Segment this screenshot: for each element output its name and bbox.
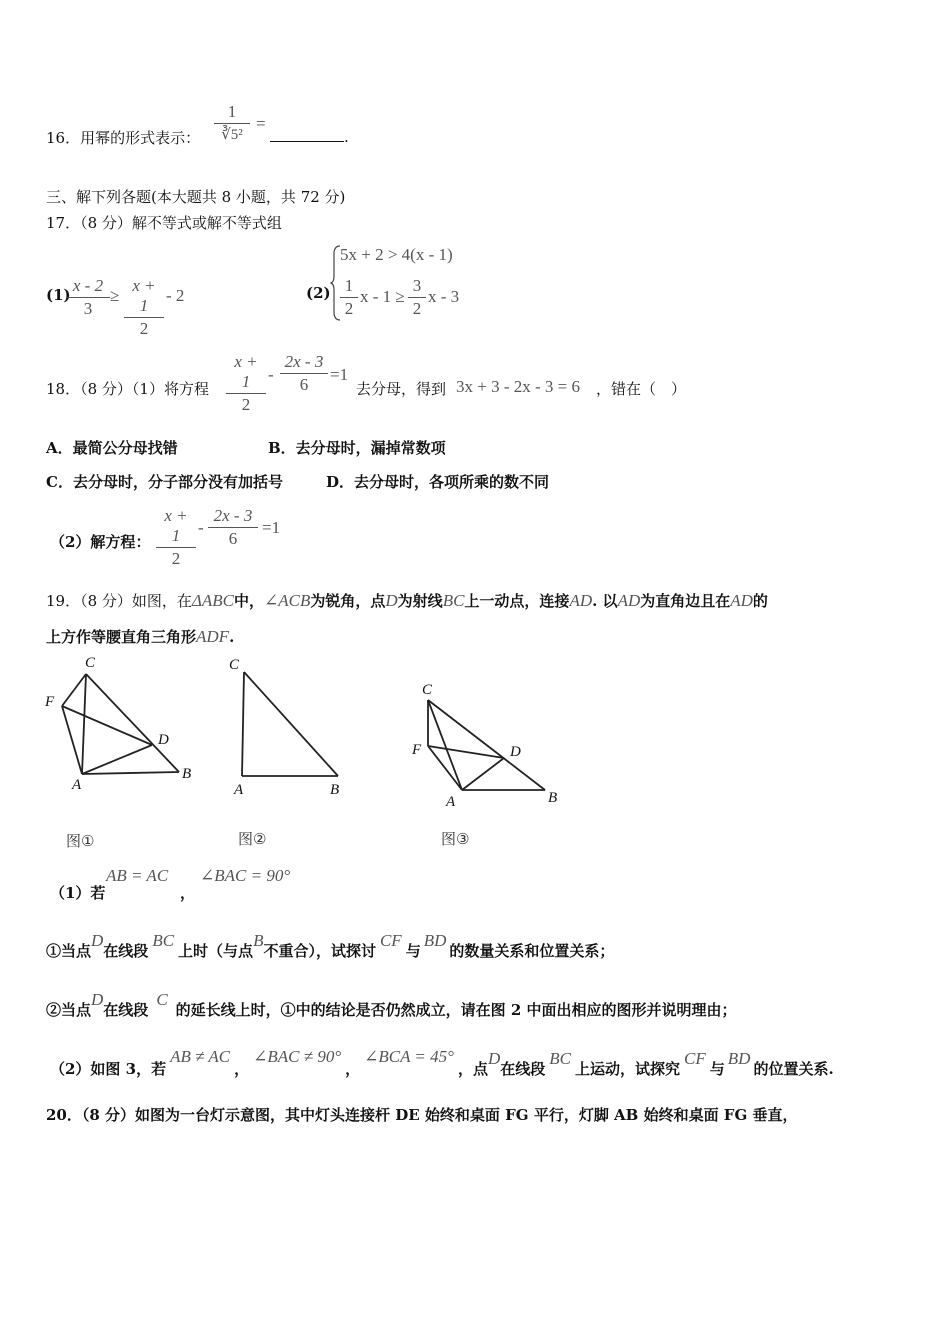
q19-p1-comma: ， [180,884,196,902]
q18-eq1: =1 [330,365,349,384]
q19-s1c: 上时（与点 [178,942,254,960]
q19-s1a: ①当点 [46,942,92,960]
q19-acb: ∠ACB [264,591,311,610]
q19-tri: ΔABC [191,591,234,610]
q18-p2-frac2 [208,506,258,549]
fig1-label-d: D [158,732,169,748]
q19-p2-comma1: ， [234,1060,250,1078]
q19-s1-BD: BD [423,931,447,950]
fig2-label-c: C [229,657,240,673]
q19-s1 [46,931,615,961]
q17-p1-ge: ≥ [110,286,120,305]
fig3-caption: 图③ [441,830,470,848]
q18-f2-num: 2x - 3 [284,352,324,371]
q19-l1e: 上一动点，连接 [464,592,570,610]
q19-p2c: 在线段 [500,1060,546,1078]
q19-s2c: 的延长线上时，①中的结论是否仍然成立，请在图 2 中面出相应的图形并说明理由； [175,1001,737,1019]
q18-p2-f2-den: 6 [228,529,238,548]
q18-result: 3x + 3 - 2x - 3 = 6 [456,377,580,396]
q19-p2d: 上运动，试探究 [575,1060,681,1078]
q19-l1g: 为直角边且在 [640,592,731,610]
fig3-label-d: D [510,744,521,760]
q17-p2-frac2 [408,276,426,319]
q19-p1-cond1-text: AB = AC [106,866,169,885]
q19-p1-prefix: （1）若 [50,884,106,902]
fig3-label-c: C [422,682,433,698]
q20-text: 20．（8 分）如图为一台灯示意图，其中灯头连接杆 DE 始终和桌面 FG 平行，灯脚 AB 始终和桌面 FG 垂直， [46,1106,798,1124]
q17-p2-f1-den: 2 [344,299,354,318]
q19-p2a: （2）如图 3，若 [50,1060,167,1078]
q19-s1-BC: BC [152,931,175,950]
q18-p2-f2-num: 2x - 3 [213,506,253,525]
q19-p2b: ，点 [457,1060,488,1078]
q16-frac-den: ∛5² [221,127,243,143]
q18-frac1 [226,352,266,415]
q16-fraction [214,102,250,144]
q17-p1-num1: x - 2 [72,276,104,295]
q19-line2 [46,626,234,647]
q17-p2-f2-den: 2 [412,299,422,318]
q19-D: D [385,591,398,610]
q18-prefix: 18．（8 分）（1）将方程 [46,380,209,398]
q17-p2-line1: 5x + 2 > 4(x - 1) [340,245,453,264]
q19-s1d: 不重合），试探讨 [263,942,376,960]
q17-p1-den2: 2 [139,319,149,338]
q17-p2-mid: x - 1 ≥ [360,287,405,306]
q19-s1f: 的数量关系和位置关系； [449,942,615,960]
fig1-caption: 图① [66,832,95,850]
q18-option-c[interactable]: C．去分母时，分子部分没有加括号 [46,473,283,491]
q19-l1c: 为锐角，点 [310,592,386,610]
q18-option-b[interactable]: B．去分母时，漏掉常数项 [268,439,446,457]
q16-answer [270,127,349,146]
q19-ADF: ADF [196,627,230,646]
q16-frac-num: 1 [227,102,237,121]
q17-title: 17．（8 分）解不等式或解不等式组 [46,214,282,232]
q17-p2-tail: x - 3 [428,287,460,306]
q18-p2-frac1 [156,506,196,569]
q18-option-a[interactable]: A．最简公分母找错 [46,439,178,457]
q19-s1e: 与 [405,942,421,960]
q19-s2-C: C [156,990,168,1009]
q16-equals: = [256,114,266,133]
q19-p1-cond2-text: ∠BAC = 90° [200,866,291,885]
figure-3 [408,676,568,816]
q19-p2-BC: BC [549,1049,572,1068]
q17-p2-f2-num: 3 [412,276,422,295]
q17-p2-f1-num: 1 [344,276,354,295]
q18-mid: 去分母，得到 [356,380,447,398]
q18-p2-eq: =1 [262,518,281,537]
fig3-label-f: F [412,742,422,758]
q19-s2b: 在线段 [103,1001,149,1019]
q19-s2a: ②当点 [46,1001,92,1019]
q17-p2-label: (2) [306,284,331,302]
q18-p2-f1-den: 2 [171,549,181,568]
q17-p2-frac1 [340,276,358,319]
q18-suffix: ，错在（ ） [596,380,687,398]
q19-p2f: 的位置关系. [753,1060,834,1078]
q19-p2-CF: CF [684,1049,706,1068]
q19-s1b: 在线段 [103,942,149,960]
fig1-label-b: B [182,766,192,782]
q17-p1-label: (1) [46,286,71,304]
q19-BC: BC [442,591,465,610]
q19-line1 [46,590,768,611]
q19-p2-cond3: ∠BCA = 45° [364,1047,454,1066]
q16-prefix: 16．用幂的形式表示： [46,129,201,147]
fig3-label-b: B [548,790,558,806]
fig1-label-a: A [72,777,82,790]
answer-blank[interactable] [270,127,344,142]
q19-p2-comma2: ， [345,1060,361,1078]
q19-l1a: 19．（8 分）如图，在 [46,592,192,610]
q17-p1-frac1 [66,276,110,319]
q19-p2-cond1: AB ≠ AC [170,1047,231,1066]
q19-s2 [46,990,737,1020]
q19-s1-D: D [91,931,104,950]
q19-AD-2: AD [617,591,641,610]
q18-f1-num: x + 1 [234,352,258,391]
q19-p2-D: D [487,1049,501,1068]
section-title: 三、解下列各题(本大题共 8 小题，共 72 分) [46,188,346,206]
q19-p1-cond2 [200,866,290,886]
q19-p2-BD: BD [727,1049,751,1068]
fig2-caption: 图② [238,830,267,848]
q17-p1-tail: - 2 [166,286,185,305]
figure-2 [226,652,356,802]
q19-l2b: . [229,628,235,646]
q18-p2-f1-num: x + 1 [164,506,188,545]
q19-l1f: . 以 [592,592,618,610]
figure-1 [40,650,210,790]
q19-l2a: 上方作等腰直角三角形 [46,628,197,646]
q18-f1-den: 2 [241,395,251,414]
q19-p2 [50,1047,834,1079]
q19-p1-cond1 [106,866,168,886]
fig1-label-f: F [45,694,55,710]
q18-minus: - [268,365,274,384]
q19-p2e: 与 [709,1060,725,1078]
q18-p2-label: （2）解方程： [50,533,151,551]
fig3-label-a: A [446,794,456,810]
q19-l1b: 中， [234,592,265,610]
q19-p2-cond2: ∠BAC ≠ 90° [253,1047,342,1066]
q17-p1-num2: x + 1 [132,276,156,315]
q19-l1d: 为射线 [397,592,443,610]
q19-AD-3: AD [730,591,753,610]
fig2-label-a: A [234,782,244,798]
q19-s1-B: B [253,931,264,950]
q18-frac2 [280,352,328,395]
q18-p2-minus: - [198,518,204,537]
q16-suffix: . [344,128,349,146]
q17-p1-frac2 [124,276,164,339]
q19-s2-D: D [91,990,104,1009]
q17-p1-den1: 3 [83,299,93,318]
fig1-label-c: C [85,655,96,671]
q18-f2-den: 6 [299,375,309,394]
q19-s1-CF: CF [379,931,402,950]
q19-l1h: 的 [752,592,768,610]
fig2-label-b: B [330,782,340,798]
q19-AD: AD [569,591,593,610]
q18-option-d[interactable]: D．去分母时，各项所乘的数不同 [326,473,550,491]
